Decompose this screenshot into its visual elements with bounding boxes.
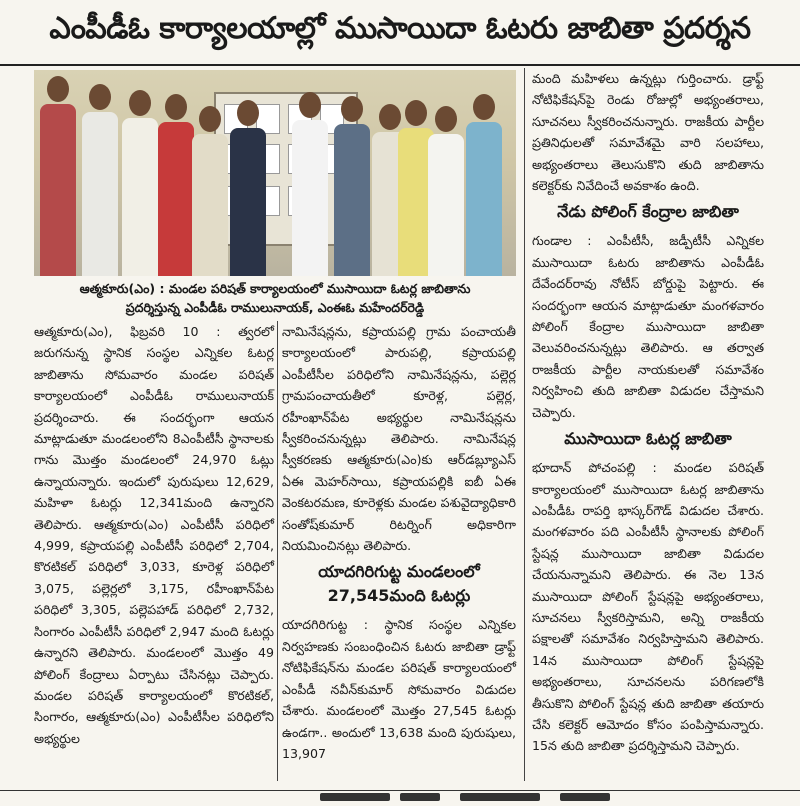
caption-line-2: ప్రదర్శిస్తున్న ఎంపీడీఓ రాములునాయక్, ఎంఈఓ మహేందర్‌రెడ్డి xyxy=(125,300,425,315)
next-article-cutoff xyxy=(0,790,800,806)
subhead-polling-centres: నేడు పోలింగ్ కేంద్రాల జాబితా xyxy=(557,202,739,222)
headline: ఎంపీడీఓ కార్యాలయాల్లో ముసాయిదా ఓటరు జాబితా ప్రదర్శన xyxy=(49,11,751,46)
subhead-yadagirigutta xyxy=(282,560,516,608)
column-2-text-1: నామినేషన్లను, కప్రాయపల్లి గ్రామ పంచాయతీ కార్యాలయంలో పారుపల్లి, కప్రాయపల్లి ఎంపీటీసీల పరిధిలోని నామినేషన్లను, పల్లెర్ల గ్రామపంచాయతీలో కూరెళ్ల, పల్లెర్ల, రహీంఖాన్‌పేట అభ్యర్థుల నామినేషన్లను స్వీకరించనున్నట్లు తెలిపారు. నామినేషన్ల స్వీకరణకు ఆత్మకూరు(ఎం)కు ఆర్‌డబ్ల్యూఎస్ ఏఈ మెహర్‌సాయి, కప్రాయపల్లికి ఐబీ ఏఈ వెంకటరమణ, కూరెళ్లకు మండల పశువైద్యాధికారి సంతోష్‌కుమార్ రిటర్నింగ్ అధికారిగా నియమించినట్లు తెలిపారు. xyxy=(282,324,516,554)
caption-line-1: ఆత్మకూరు(ఎం) : మండల పరిషత్ కార్యాలయంలో ముసాయిదా ఓటర్ల జాబితాను xyxy=(79,281,471,296)
headline-bar xyxy=(0,0,800,66)
column-3-text-2: గుండాల : ఎంపీటీసీ, జడ్పీటీసీ ఎన్నికల ముసాయిదా ఓటరు జాబితాను ఎంపీడీఓ దేవేందర్‌రావు నోటీస్ బోర్డుపై పెట్టారు. ఈ సందర్భంగా ఆయన మాట్లాడుతూ మంగళవారం పోలింగ్ కేంద్రాల ముసాయిదా జాబితా వెలువరించనున్నట్లు తెలిపారు. ఆ తర్వాత రాజకీయ పార్టీల నాయకులతో సమావేశం నిర్వహించి తుది జాబితా విడుదల చేస్తామని చెప్పారు. xyxy=(532,233,764,420)
column-3-text-1: మంది మహిళలు ఉన్నట్లు గుర్తించారు. డ్రాఫ్ట్ నోటిఫికేషన్‌పై రెండు రోజుల్లో అభ్యంతరాలు, సూచనలు స్వీకరించనున్నారు. రాజకీయ పార్టీల ప్రతినిధులతో సమావేశమై వారి సలహాలు, అభ్యంతరాలు తెలుసుకొని తుది జాబితాను కలెక్టర్‌కు నివేదించే అవకాశం ఉంది. xyxy=(532,71,764,194)
column-1-text: ఆత్మకూరు(ఎం), ఫిబ్రవరి 10 : త్వరలో జరుగనున్న స్థానిక సంస్థల ఎన్నికల ఓటర్ల జాబితాను సోమవారం మండల పరిషత్ కార్యాలయంలో ఎంపీడీఓ రాములునాయక్ ప్రదర్శించారు. ఈ సందర్భంగా ఆయన మాట్లాడుతూ మండలంలోని 8ఎంపీటీసీ స్థానాలకు గాను మొత్తం మండలంలో 24,970 ఓట్లు ఉన్నాయన్నారు. ఇందులో పురుషులు 12,629, మహిళా ఓటర్లు 12,341మంది ఉన్నారని తెలిపారు. ఆత్మకూరు(ఎం) ఎంపీటీసీ పరిధిలో 4,999, కప్రాయపల్లి ఎంపీటీసీ పరిధిలో 2,704, కొరటికల్ పరిధిలో 3,033, కూరెళ్ల పరిధిలో 3,075, పల్లెర్లలో 3,175, రహీంఖాన్‌పేట పరిధిలో 3,305, పల్లెపహాడ్ పరిధిలో 2,732, సింగారం ఎంపీటీసీ పరిధిలో 2,947 మంది ఓటర్లు ఉన్నారని తెలిపారు. మండలంలో మొత్తం 49 పోలింగ్ కేంద్రాలు ఏర్పాటు చేసినట్లు చెప్పారు. మండల పరిషత్ కార్యాలయంలో కొరటికల్, సింగారం, ఆత్మకూరు(ఎం) ఎంపీటీసీల పరిధిలోని అభ్యర్థుల xyxy=(34,324,274,746)
article-column-3 xyxy=(532,68,764,757)
column-2-text-2: యాదగిరిగుట్ట : స్థానిక సంస్థల ఎన్నికల నిర్వహణకు సంబంధించిన ఓటరు జాబితా డ్రాఫ్ట్ నోటిఫికేషన్‌ను మండల పరిషత్ కార్యాలయంలో ఎంపీడీ నవీన్‌కుమార్ సోమవారం విడుదల చేశారు. మండలంలో మొత్తం 27,545 ఓటర్లు ఉండగా.. అందులో 13,638 మంది పురుషులు, 13,907 xyxy=(282,617,516,761)
article-column-1 xyxy=(34,321,274,749)
subhead-line-1: యాదగిరిగుట్ట మండలంలో xyxy=(318,562,480,582)
subhead-draft-list: ముసాయిదా ఓటర్ల జాబితా xyxy=(564,429,732,449)
column-divider xyxy=(524,68,525,781)
column-3-text-3: భూదాన్ పోచంపల్లి : మండల పరిషత్ కార్యాలయంలో ముసాయిదా ఓటర్ల జాబితాను ఎంపీడీఓ రాపర్తి భాస్కర్‌గౌడ్ విడుదల చేశారు. మంగళవారం పది ఎంపీటీసీ స్థానాలకు పోలింగ్ స్టేషన్ల ముసాయిదా జాబితా విడుదల చేయనున్నామని తెలిపారు. ఈ నెల 13న ముసాయిదా పోలింగ్ స్టేషన్లపై అభ్యంతరాలు, సూచనలు స్వీకరిస్తామని, అన్ని రాజకీయ పక్షాలతో సమావేశం నిర్వహిస్తామని తెలిపారు. 14న ముసాయిదా పోలింగ్ స్టేషన్లపై అభ్యంతరాలు, సూచనలను పరిగణలోకి తీసుకొని పోలింగ్ స్టేషన్ల తుది జాబితా తయారు చేసి కలెక్టర్ ఆమోదం కోసం పంపిస్తామన్నారు. 15న తుది జాబితా ప్రదర్శిస్తామని చెప్పారు. xyxy=(532,460,764,754)
article-column-2 xyxy=(282,321,516,764)
subhead-line-2: 27,545మంది ఓటర్లు xyxy=(327,586,471,606)
news-photo xyxy=(34,70,516,276)
photo-caption xyxy=(34,279,516,317)
column-divider xyxy=(277,321,278,781)
